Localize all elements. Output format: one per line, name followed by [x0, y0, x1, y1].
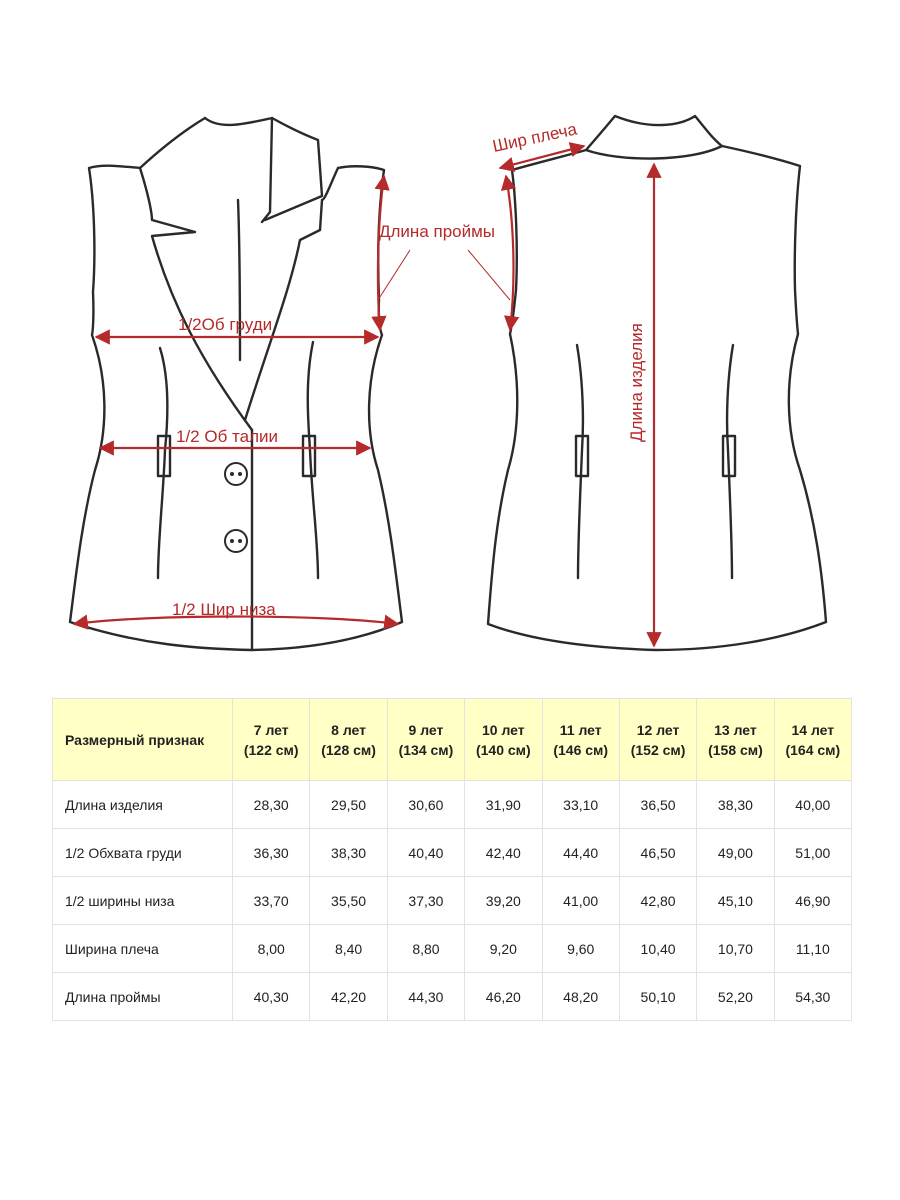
table-cell: 52,20 — [697, 973, 774, 1021]
table-cell: 10,40 — [619, 925, 696, 973]
armhole-back-dimension-line — [506, 176, 513, 330]
table-row — [53, 925, 852, 973]
table-row — [53, 973, 852, 1021]
table-cell: 33,70 — [233, 877, 310, 925]
front-view — [70, 118, 402, 650]
table-cell: 11,10 — [774, 925, 851, 973]
back-outline — [488, 116, 826, 650]
table-cell: 8,80 — [387, 925, 464, 973]
table-cell: 49,00 — [697, 829, 774, 877]
table-cell: 33,10 — [542, 781, 619, 829]
armhole-front-dimension-line — [378, 176, 384, 330]
size-column-header: 12 лет (152 см) — [619, 699, 696, 781]
table-row — [53, 781, 852, 829]
table-cell: 46,90 — [774, 877, 851, 925]
table-cell: 42,40 — [465, 829, 542, 877]
table-cell: 42,20 — [310, 973, 387, 1021]
row-label: Ширина плеча — [53, 925, 233, 973]
size-column-header: 14 лет (164 см) — [774, 699, 851, 781]
table-cell: 36,50 — [619, 781, 696, 829]
left-lapel — [140, 118, 252, 430]
row-label: 1/2 ширины низа — [53, 877, 233, 925]
back-left-dart — [577, 345, 583, 578]
table-cell: 9,20 — [465, 925, 542, 973]
table-cell: 40,40 — [387, 829, 464, 877]
size-attribute-header: Размерный признак — [53, 699, 233, 781]
table-cell: 29,50 — [310, 781, 387, 829]
size-column-header: 8 лет (128 см) — [310, 699, 387, 781]
table-cell: 46,20 — [465, 973, 542, 1021]
table-cell: 35,50 — [310, 877, 387, 925]
table-header-row — [53, 699, 852, 781]
button-icon — [225, 530, 247, 552]
table-cell: 36,30 — [233, 829, 310, 877]
table-cell: 46,50 — [619, 829, 696, 877]
table-cell: 45,10 — [697, 877, 774, 925]
waist-label: 1/2 Об талии — [176, 427, 278, 446]
size-column-header: 13 лет (158 см) — [697, 699, 774, 781]
table-cell: 10,70 — [697, 925, 774, 973]
table-cell: 38,30 — [697, 781, 774, 829]
row-label: 1/2 Обхвата груди — [53, 829, 233, 877]
shoulder-label: Шир плеча — [490, 119, 579, 156]
size-table — [52, 698, 852, 1021]
table-cell: 48,20 — [542, 973, 619, 1021]
row-label: Длина изделия — [53, 781, 233, 829]
table-cell: 39,20 — [465, 877, 542, 925]
back-collar — [586, 146, 722, 159]
table-cell: 40,00 — [774, 781, 851, 829]
table-cell: 8,00 — [233, 925, 310, 973]
size-column-header: 9 лет (134 см) — [387, 699, 464, 781]
right-collar — [265, 118, 322, 220]
size-column-header: 7 лет (122 см) — [233, 699, 310, 781]
table-cell: 9,60 — [542, 925, 619, 973]
table-cell: 28,30 — [233, 781, 310, 829]
armhole-leader-front — [378, 250, 410, 300]
size-column-header: 11 лет (146 см) — [542, 699, 619, 781]
table-cell: 37,30 — [387, 877, 464, 925]
table-cell: 41,00 — [542, 877, 619, 925]
right-lapel — [245, 168, 338, 420]
table-cell: 38,30 — [310, 829, 387, 877]
table-cell: 42,80 — [619, 877, 696, 925]
front-right-dart — [308, 342, 318, 578]
armhole-leader-back — [468, 250, 510, 300]
table-cell: 8,40 — [310, 925, 387, 973]
table-cell: 30,60 — [387, 781, 464, 829]
chest-label: 1/2Об груди — [178, 315, 273, 334]
table-cell: 31,90 — [465, 781, 542, 829]
back-view — [488, 116, 826, 650]
table-cell: 51,00 — [774, 829, 851, 877]
size-column-header: 10 лет (140 см) — [465, 699, 542, 781]
table-row — [53, 877, 852, 925]
row-label: Длина проймы — [53, 973, 233, 1021]
hem-label: 1/2 Шир низа — [172, 600, 276, 619]
table-cell: 40,30 — [233, 973, 310, 1021]
length-label: Длина изделия — [627, 323, 646, 442]
table-cell: 44,30 — [387, 973, 464, 1021]
armhole-label: Длина проймы — [379, 222, 496, 241]
table-cell: 54,30 — [774, 973, 851, 1021]
table-cell: 50,10 — [619, 973, 696, 1021]
front-left-dart — [158, 348, 167, 578]
table-cell: 44,40 — [542, 829, 619, 877]
back-right-dart — [727, 345, 733, 578]
table-row — [53, 829, 852, 877]
button-icon — [225, 463, 247, 485]
